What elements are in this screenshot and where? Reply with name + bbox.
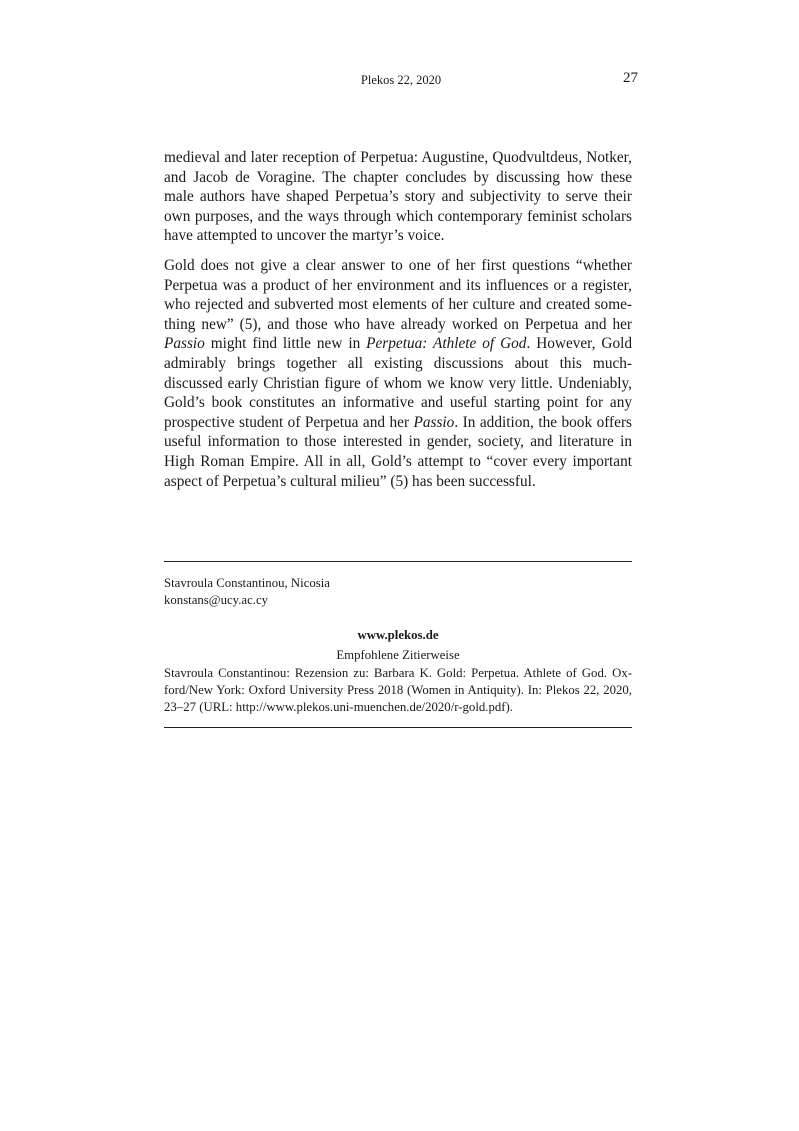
citation-heading: Empfohlene Zitierweise (336, 648, 460, 662)
running-header (164, 70, 638, 93)
author-email[interactable]: konstans@ucy.ac.cy (164, 593, 269, 607)
paragraph-1: medieval and later reception of Perpetua: Augustine, Quodvultdeus, Notker, and Jacob de Voragine. The chapter concludes by discussing how these male authors have shaped Perpetua’s story and subjectivity to serve their own purposes, and the ways through which contemporary feminist scholars have attempted to uncover the martyr’s voice. (164, 149, 632, 245)
divider-bottom (164, 727, 632, 728)
site-link[interactable]: www.plekos.de (357, 628, 439, 642)
book-title-italic: Perpetua: Athlete of God (366, 335, 527, 353)
passio-italic-2: Passio (413, 413, 455, 431)
paragraph-2 (164, 256, 632, 491)
review-body (164, 148, 632, 501)
divider-top (164, 561, 632, 562)
paragraph-2-text-b: might find little new in (204, 335, 367, 353)
passio-italic-1: Passio (164, 335, 205, 353)
author-name: Stavroula Constantinou, Nicosia (164, 576, 330, 590)
paragraph-2-text-c: . However, Gold admirably brings together all existing discussions about this much-discussed early Christian figure of whom we know very little. Undeniably, Gold’s book constitutes an informative and useful starting point for any prospective student of Perpetua and her (164, 335, 632, 431)
paragraph-2-text-d: . In addition, the book offers useful information to those interested in gender, society, and literature in High Roman Empire. All in all, Gold’s attempt to “cover every important aspect of Perpetua’s cultural milieu” (5) has been successful. (164, 413, 632, 490)
paragraph-2-text-a: Gold does not give a clear answer to one of her first questions “whether Perpetua was a product of her environment and its influences or a register, who rejected and subverted most elements of her culture and created something new” (5), and those who have already worked on Perpetua and her (164, 256, 632, 333)
journal-title: Plekos 22, 2020 (360, 73, 442, 87)
citation-text: Stavroula Constantinou: Rezension zu: Barbara K. Gold: Perpetua. Athlete of God. Oxford/New York: Oxford University Press 2018 (Women in Antiquity). In: Plekos 22, 2020, 23–27 (URL: http://www.plekos.uni-muenchen.de/2020/r-gold.pdf). (164, 666, 632, 714)
page-number: 27 (623, 70, 638, 86)
author-block (164, 575, 632, 609)
